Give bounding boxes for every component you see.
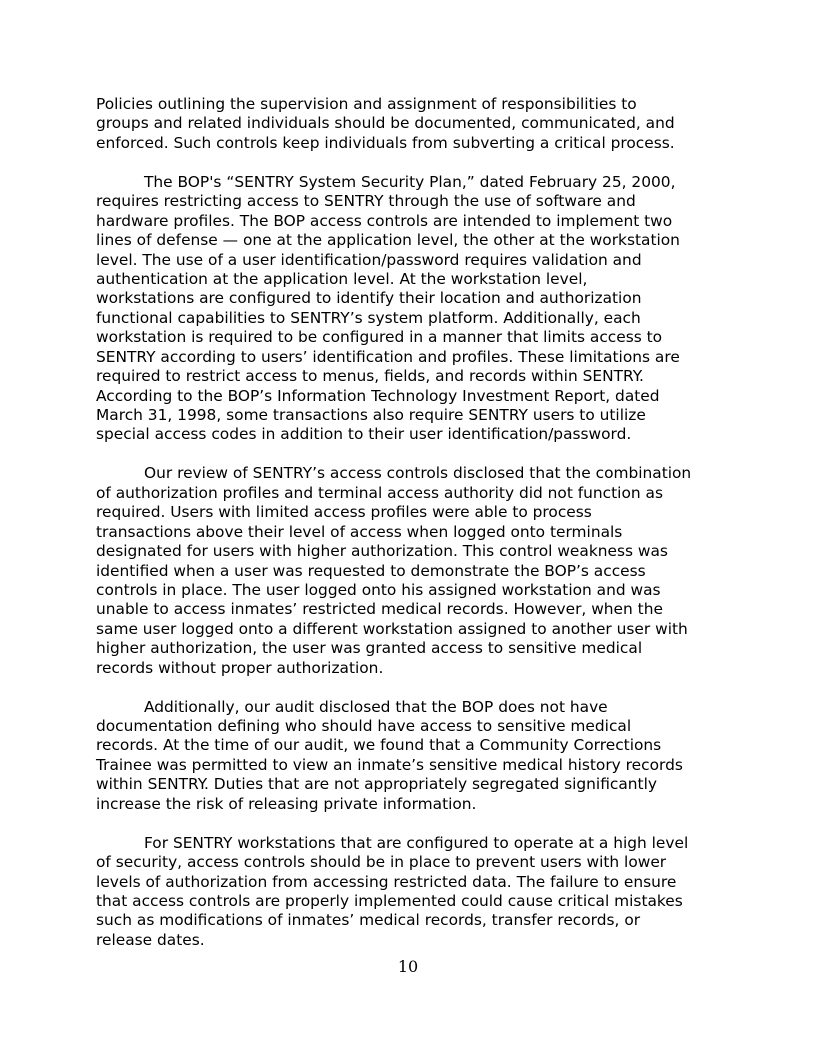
paragraph-line: groups and related individuals should be documented, communicated, and [96, 114, 675, 133]
paragraph-line: records. At the time of our audit, we found that a Community Corrections [96, 736, 662, 755]
paragraph-line: transactions above their level of access when logged onto terminals [96, 522, 623, 541]
paragraph-line: enforced. Such controls keep individuals from subverting a critical process. [96, 133, 675, 152]
paragraph-line: authentication at the application level. At the workstation level, [96, 269, 588, 288]
paragraph-line: Trainee was permitted to view an inmate’s sensitive medical history records [96, 755, 683, 774]
paragraph-line: records without proper authorization. [96, 658, 384, 677]
paragraph-line: release dates. [96, 930, 205, 949]
paragraph-line: required to restrict access to menus, fields, and records within SENTRY. [96, 367, 644, 386]
paragraph-line: functional capabilities to SENTRY’s system platform. Additionally, each [96, 308, 641, 327]
paragraph-line: March 31, 1998, some transactions also require SENTRY users to utilize [96, 406, 646, 424]
paragraph-line: levels of authorization from accessing restricted data. The failure to ensure [96, 872, 677, 891]
paragraph-1 [96, 95, 720, 153]
paragraph-line: same user logged onto a different workstation assigned to another user with [96, 619, 688, 638]
paragraph-line: of authorization profiles and terminal access authority did not function as [96, 483, 663, 502]
paragraph-line: that access controls are properly implemented could cause critical mistakes [96, 891, 683, 910]
paragraph-2 [96, 173, 720, 445]
paragraph-line: workstation is required to be configured in a manner that limits access to [96, 328, 663, 347]
paragraph-line: controls in place. The user logged onto his assigned workstation and was [96, 580, 661, 599]
paragraph-line: of security, access controls should be in place to prevent users with lower [96, 853, 667, 872]
paragraph-3 [96, 464, 720, 678]
document-body [96, 95, 720, 950]
paragraph-line: SENTRY according to users’ identification and profiles. These limitations are [96, 347, 680, 366]
paragraph-line: The BOP's “SENTRY System Security Plan,” dated February 25, 2000, [144, 172, 676, 191]
paragraph-line: Policies outlining the supervision and assignment of responsibilities to [96, 95, 637, 113]
paragraph-line: level. The use of a user identification/password requires validation and [96, 250, 642, 269]
page-number: 10 [397, 957, 419, 976]
paragraph-line: special access codes in addition to their user identification/password. [96, 425, 632, 444]
paragraph-line: within SENTRY. Duties that are not appropriately segregated significantly [96, 775, 657, 794]
paragraph-line: higher authorization, the user was granted access to sensitive medical [96, 639, 643, 658]
paragraph-line: workstations are configured to identify their location and authorization [96, 289, 642, 308]
paragraph-line: identified when a user was requested to demonstrate the BOP’s access [96, 561, 646, 580]
paragraph-line: increase the risk of releasing private information. [96, 794, 477, 813]
paragraph-line: Additionally, our audit disclosed that the BOP does not have [144, 697, 608, 716]
paragraph-line: According to the BOP’s Information Technology Investment Report, dated [96, 386, 660, 405]
paragraph-line: hardware profiles. The BOP access controls are intended to implement two [96, 211, 673, 230]
paragraph-4 [96, 698, 720, 815]
paragraph-line: documentation defining who should have access to sensitive medical [96, 717, 632, 735]
paragraph-5 [96, 834, 720, 951]
paragraph-line: such as modifications of inmates’ medical records, transfer records, or [96, 911, 641, 930]
paragraph-line: requires restricting access to SENTRY through the use of software and [96, 192, 636, 211]
paragraph-line: required. Users with limited access profiles were able to process [96, 503, 592, 522]
paragraph-line: lines of defense — one at the application level, the other at the workstation [96, 231, 680, 250]
paragraph-line: For SENTRY workstations that are configured to operate at a high level [144, 833, 689, 852]
paragraph-line: designated for users with higher authorization. This control weakness was [96, 542, 668, 561]
paragraph-line: Our review of SENTRY’s access controls disclosed that the combination [144, 464, 692, 483]
paragraph-line: unable to access inmates’ restricted medical records. However, when the [96, 600, 663, 619]
